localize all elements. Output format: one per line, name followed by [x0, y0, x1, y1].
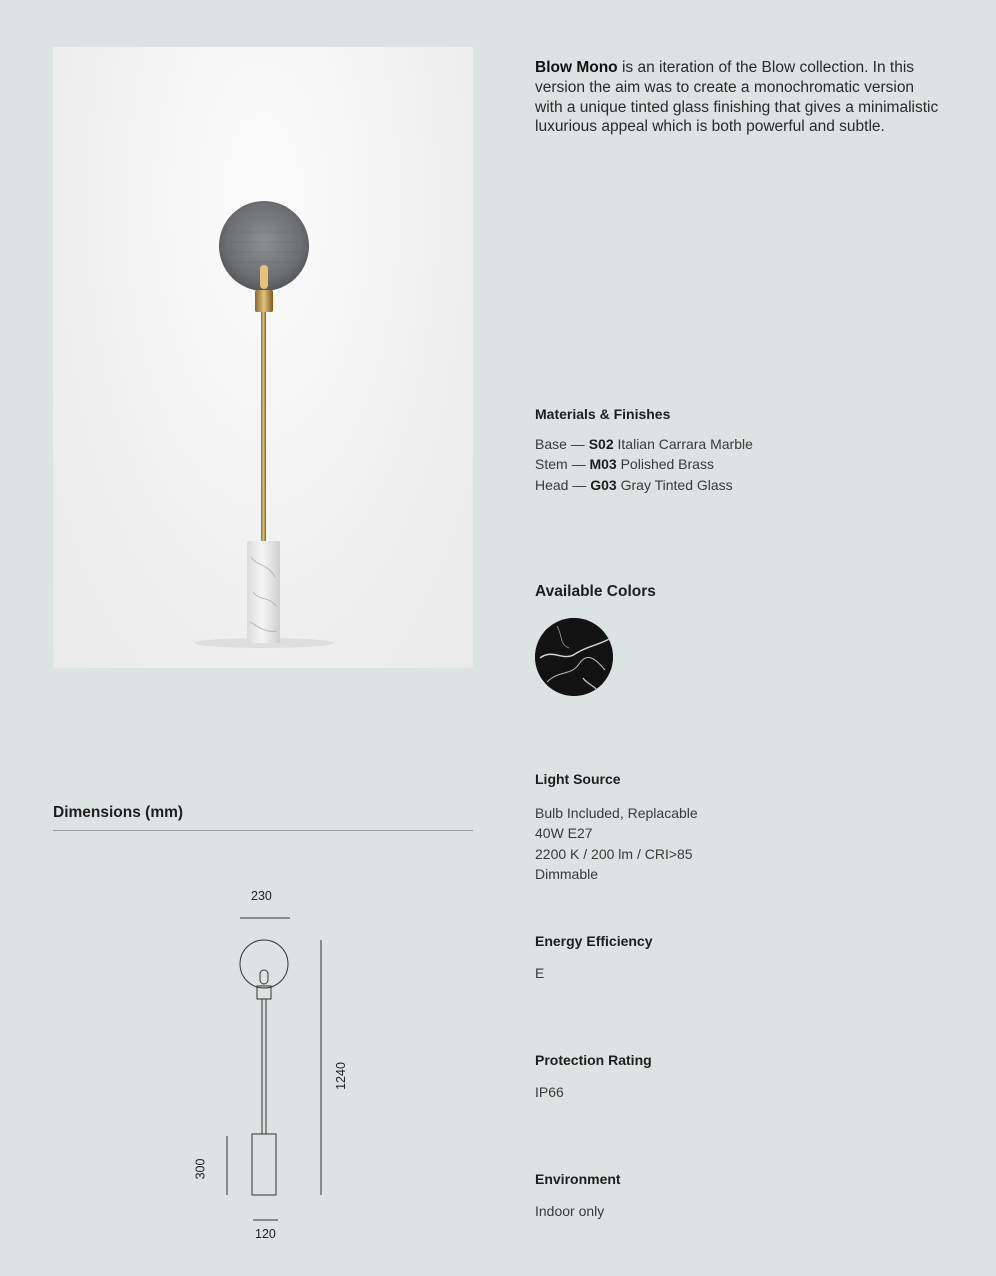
lamp-line-drawing — [180, 880, 380, 1250]
material-code: G03 — [590, 476, 617, 493]
material-part: Base — — [535, 436, 589, 452]
light-source-line: 2200 K / 200 lm / CRI>85 — [535, 845, 693, 862]
material-row-head — [535, 475, 753, 495]
material-part: Stem — — [535, 456, 590, 473]
energy-efficiency-value: E — [535, 965, 545, 981]
light-source-heading: Light Source — [535, 771, 621, 787]
base-outline — [252, 1134, 276, 1195]
material-row-stem — [535, 454, 753, 474]
bulb-outline — [260, 970, 268, 984]
materials-heading: Materials & Finishes — [535, 406, 671, 422]
environment-heading: Environment — [535, 1171, 621, 1187]
product-description — [535, 58, 940, 137]
floor-lamp-image — [53, 47, 473, 668]
black-marble-swatch-icon — [535, 618, 613, 696]
material-code: M03 — [589, 456, 617, 473]
material-row-base — [535, 434, 753, 454]
product-photo — [53, 47, 473, 668]
dimensions-title: Dimensions (mm) — [53, 804, 184, 821]
material-part: Head — — [535, 476, 591, 493]
protection-rating-value: IP66 — [535, 1084, 564, 1100]
material-finish: Polished Brass — [616, 456, 714, 473]
material-finish: Italian Carrara Marble — [613, 436, 753, 452]
available-colors-heading: Available Colors — [535, 583, 656, 600]
description-text: is an iteration of the Blow collection. In this version the aim was to create a monochromatic version with a unique tinted glass finishing that gives a minimalistic luxurious appeal which is both powerful and subtle. — [535, 59, 939, 136]
base-width-label: 120 — [255, 1227, 276, 1241]
head-width-label: 230 — [251, 889, 272, 903]
light-source-line: Dimmable — [535, 865, 599, 882]
dimensions-divider — [53, 830, 473, 831]
material-finish: Gray Tinted Glass — [616, 476, 733, 493]
head-outline — [240, 940, 288, 988]
light-source-line: Bulb Included, Replacable — [535, 805, 698, 821]
dimension-drawing — [180, 880, 380, 1250]
material-code: S02 — [588, 436, 614, 452]
base-height-label: 300 — [193, 1158, 208, 1180]
materials-list — [535, 434, 753, 495]
energy-efficiency-heading: Energy Efficiency — [535, 933, 653, 949]
light-source-list — [535, 803, 698, 884]
environment-value: Indoor only — [535, 1203, 605, 1219]
light-source-line: 40W E27 — [535, 825, 593, 842]
black-marble-swatch[interactable] — [535, 618, 613, 696]
total-height-label: 1240 — [333, 1062, 348, 1090]
product-name: Blow Mono — [535, 59, 618, 76]
protection-rating-heading: Protection Rating — [535, 1052, 652, 1068]
